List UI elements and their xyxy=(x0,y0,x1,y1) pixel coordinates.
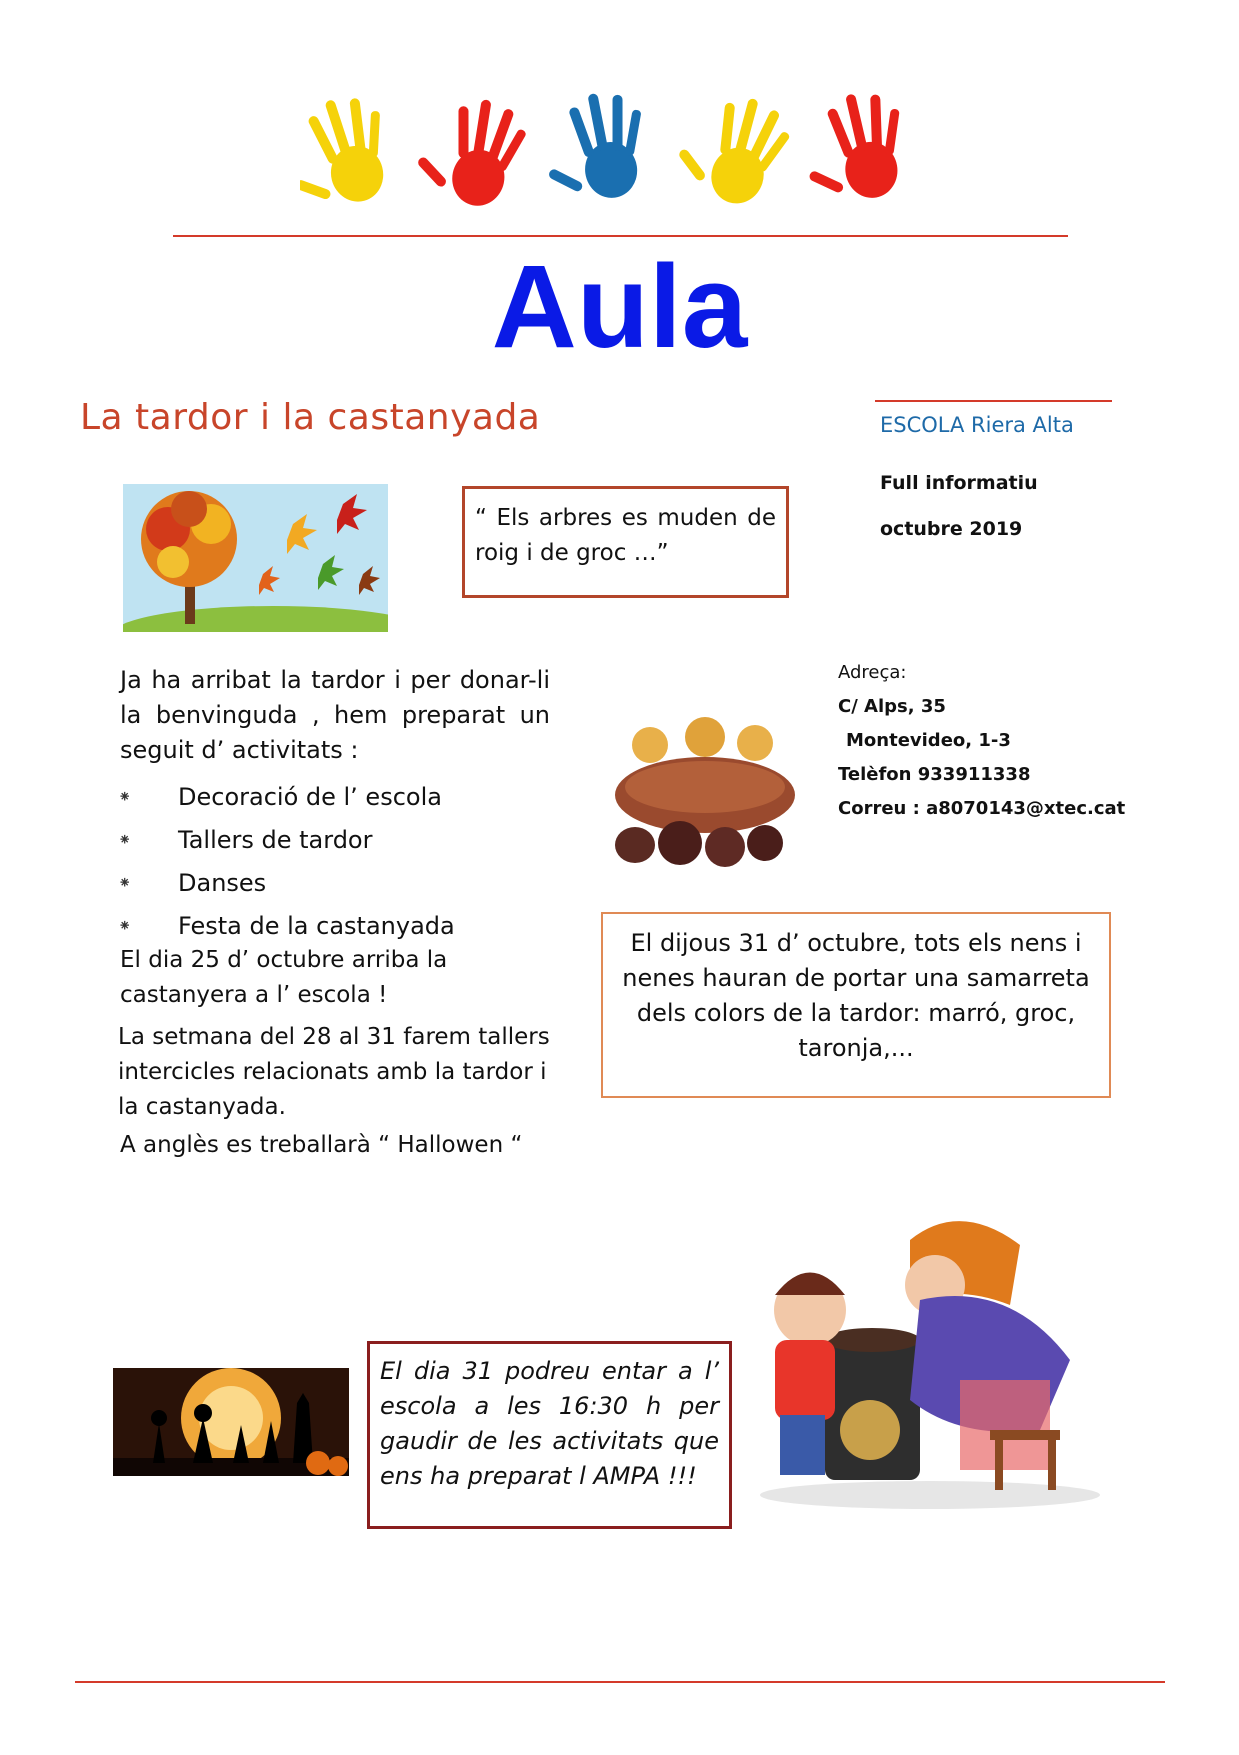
address-label: Adreça: xyxy=(838,662,907,683)
bullet-icon: ⁕ xyxy=(118,787,132,806)
info-box xyxy=(601,912,1111,1098)
sidebar-rule xyxy=(875,400,1112,402)
top-rule xyxy=(173,235,1068,237)
page-title: Aula xyxy=(491,241,748,373)
castanyera-illustration xyxy=(750,1200,1110,1510)
bottom-rule xyxy=(75,1681,1165,1683)
workshops-paragraph: La setmana del 28 al 31 farem tallers intercicles relacionats amb la tardor i la castanyada. xyxy=(118,1024,550,1120)
handprints-logo xyxy=(300,88,940,218)
school-name: ESCOLA Riera Alta xyxy=(880,413,1074,437)
info-text: El dijous 31 d’ octubre, tots els nens i nenes hauran de portar una samarreta dels colors de la tardor: marró, groc, taronja,... xyxy=(622,929,1090,1062)
bullet-icon: ⁕ xyxy=(118,916,132,935)
halloween-image xyxy=(113,1368,349,1476)
quote-text: “ Els arbres es muden de roig i de groc …” xyxy=(475,505,776,566)
bullet-icon: ⁕ xyxy=(118,830,132,849)
activity-list xyxy=(118,775,455,947)
address-phone: Telèfon 933911338 xyxy=(838,764,1031,785)
bullet-icon: ⁕ xyxy=(118,873,132,892)
hand-red-2 xyxy=(795,88,914,209)
hand-blue xyxy=(537,88,653,207)
address-email: Correu : a8070143@xtec.cat xyxy=(838,798,1126,819)
chestnuts-image xyxy=(605,715,805,875)
address-street: C/ Alps, 35 xyxy=(838,696,946,717)
section-subtitle: La tardor i la castanyada xyxy=(80,397,541,438)
doc-type: Full informatiu xyxy=(880,472,1038,494)
intro-paragraph: Ja ha arribat la tardor i per donar-li la benvinguda , hem preparat un seguit d’ activitats : xyxy=(120,666,550,764)
list-item xyxy=(118,775,455,818)
activity-label: Festa de la castanyada xyxy=(178,911,455,940)
autumn-tree-image xyxy=(123,484,388,632)
activity-label: Danses xyxy=(178,868,267,897)
activity-label: Decoració de l’ escola xyxy=(178,782,442,811)
list-item xyxy=(118,861,455,904)
hand-yellow-1 xyxy=(300,88,401,217)
english-paragraph: A anglès es treballarà “ Hallowen “ xyxy=(120,1132,523,1158)
hand-red-1 xyxy=(410,88,532,213)
ampa-text: El dia 31 podreu entar a l’ escola a les 16:30 h per gaudir de les activitats que ens ha preparat l AMPA !!! xyxy=(380,1357,719,1490)
ampa-box xyxy=(367,1341,732,1529)
castanyera-paragraph: El dia 25 d’ octubre arriba la castanyera a l’ escola ! xyxy=(120,947,448,1008)
address-block xyxy=(838,656,1125,826)
list-item xyxy=(118,904,455,947)
hand-yellow-2 xyxy=(668,88,798,214)
doc-date: octubre 2019 xyxy=(880,518,1023,540)
activity-label: Tallers de tardor xyxy=(178,825,373,854)
address-street-2: Montevideo, 1-3 xyxy=(846,730,1011,751)
quote-box xyxy=(462,486,789,598)
list-item xyxy=(118,818,455,861)
